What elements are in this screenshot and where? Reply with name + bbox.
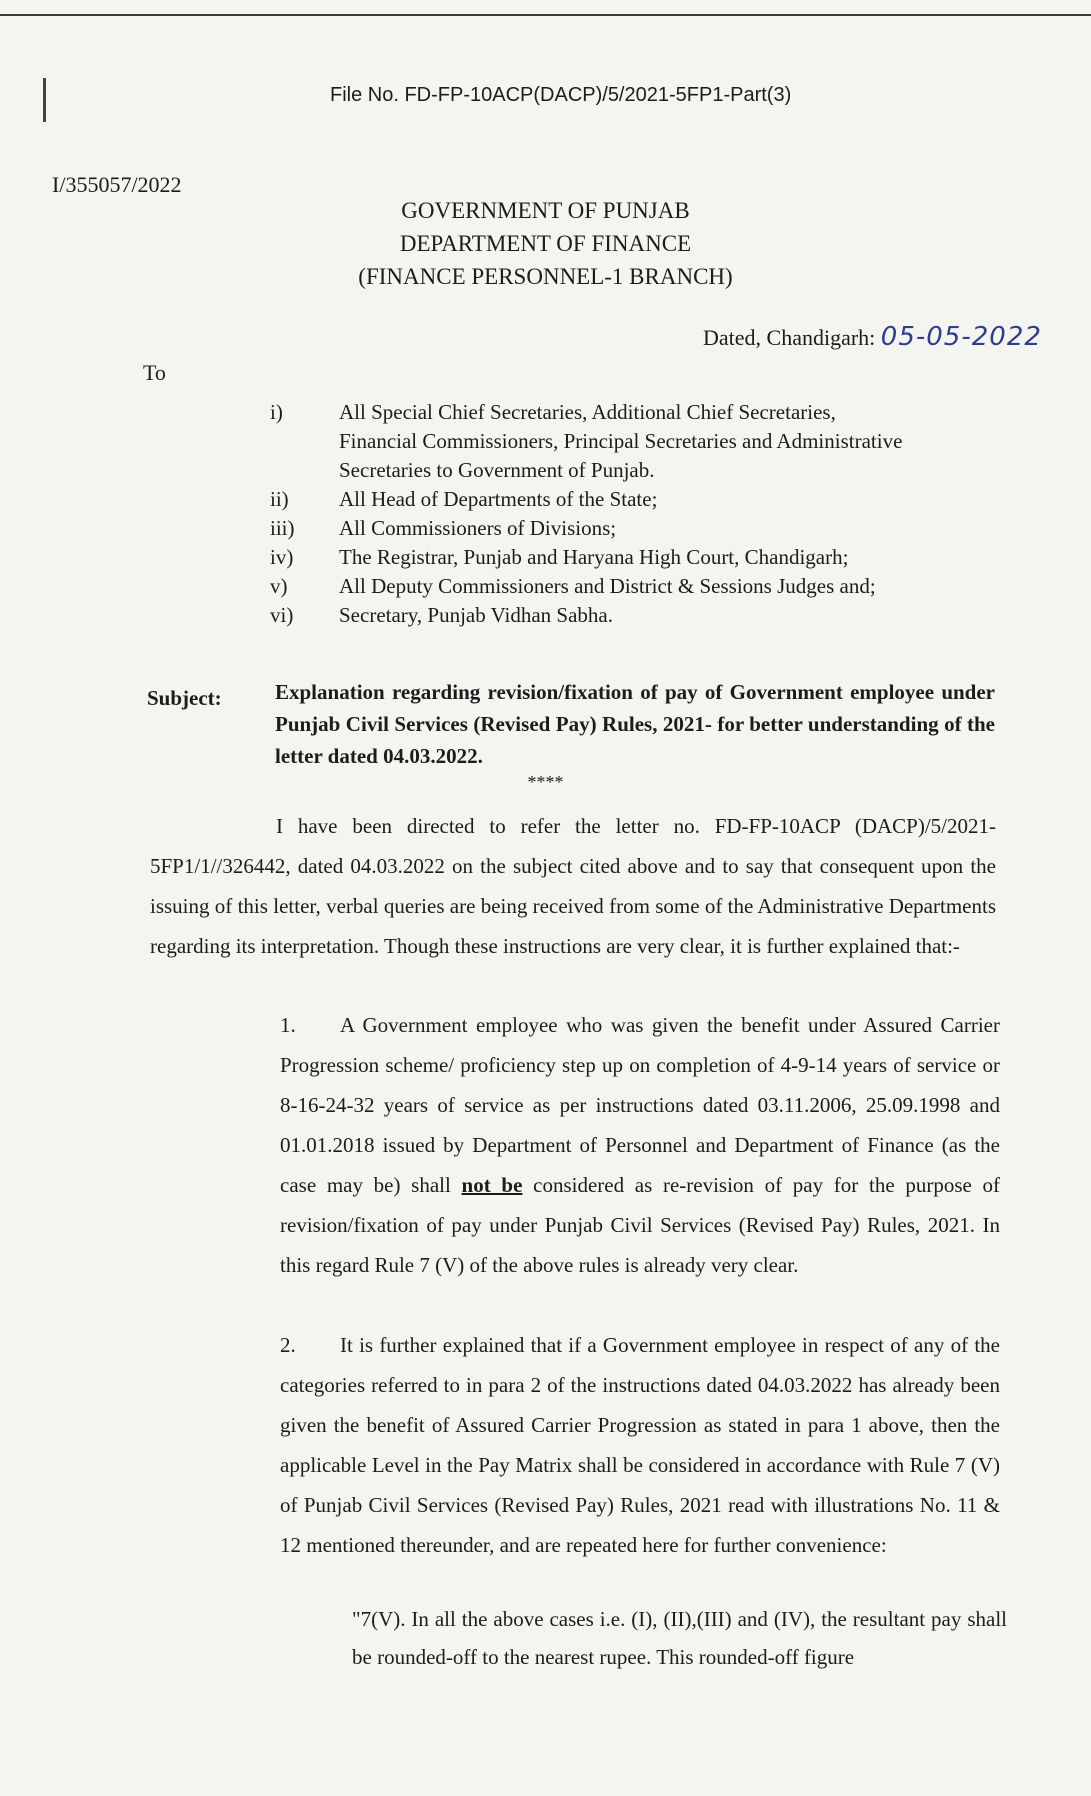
point-2	[280, 1325, 1000, 1565]
addressee-item	[270, 543, 990, 572]
point-1	[280, 1005, 1000, 1285]
to-label: To	[143, 360, 166, 385]
addressee-number: vi)	[270, 603, 294, 627]
addressee-item	[270, 398, 990, 485]
heading-line-2: DEPARTMENT OF FINANCE	[399, 231, 692, 256]
point-1-text-b: considered as re-revision of pay for the purpose of revision/fixation of pay under Punjab Civil Services (Revised Pay) Rules, 2021. In this regard Rule 7 (V) of the above rules is already very clear.	[280, 1173, 1001, 1277]
point-1-text-a: A Government employee who was given the benefit under Assured Carrier Progression scheme/ proficiency step up on completion of 4-9-14 years of service or 8-16-24-32 years of service as per instructions dated 03.11.2006, 25.09.1998 and 01.01.2018 issued by Department of Personnel and Department of Finance (as the case may be) shall	[280, 1013, 1000, 1197]
dated-line	[703, 322, 1042, 352]
intro-text: I have been directed to refer the letter no. FD-FP-10ACP (DACP)/5/2021-5FP1/1//326442, dated 04.03.2022 on the subject cited above and to say that consequent upon the issuing of this letter, verbal queries are being received from some of the Administrative Departments regarding its interpretation. Though these instructions are very clear, it is further explained that:-	[150, 814, 996, 958]
addressee-text: Secretary, Punjab Vidhan Sabha.	[339, 603, 614, 627]
point-2-number: 2.	[280, 1333, 296, 1357]
intro-paragraph	[150, 806, 996, 966]
addressee-list	[270, 398, 990, 630]
dated-handwritten-value: 05-05-2022	[880, 322, 1042, 352]
file-number: File No. FD-FP-10ACP(DACP)/5/2021-5FP1-Part(3)	[330, 84, 792, 106]
reference-number: I/355057/2022	[52, 172, 182, 197]
point-2-text: It is further explained that if a Government employee in respect of any of the categories referred to in para 2 of the instructions dated 04.03.2022 has already been given the benefit of Assured Carrier Progression as stated in para 1 above, then the applicable Level in the Pay Matrix shall be considered in accordance with Rule 7 (V) of Punjab Civil Services (Revised Pay) Rules, 2021 read with illustrations No. 11 & 12 mentioned thereunder, and are repeated here for further convenience:	[280, 1333, 1000, 1557]
heading-line-3: (FINANCE PERSONNEL-1 BRANCH)	[358, 264, 733, 289]
margin-mark	[43, 78, 46, 122]
addressee-text: The Registrar, Punjab and Haryana High Court, Chandigarh;	[339, 545, 849, 569]
addressee-text: All Head of Departments of the State;	[339, 487, 658, 511]
point-1-number: 1.	[280, 1013, 296, 1037]
addressee-number: iv)	[270, 545, 294, 569]
addressee-number: ii)	[270, 487, 289, 511]
addressee-item	[270, 485, 990, 514]
addressee-text: All Deputy Commissioners and District & Sessions Judges and;	[339, 574, 876, 598]
addressee-number: i)	[270, 400, 283, 424]
addressee-item	[270, 601, 990, 630]
subject-label: Subject:	[147, 686, 222, 710]
addressee-number: v)	[270, 574, 288, 598]
dated-label: Dated, Chandigarh:	[703, 325, 876, 350]
addressee-text: All Special Chief Secretaries, Additional Chief Secretaries, Financial Commissioners, Principal Secretaries and Administrative Secretaries to Government of Punjab.	[339, 400, 903, 482]
point-1-emphasis: not be	[461, 1173, 523, 1197]
rule-quote: "7(V). In all the above cases i.e. (I), (II),(III) and (IV), the resultant pay shall be rounded-off to the nearest rupee. This rounded-off figure	[352, 1607, 1007, 1669]
separator-stars: ****	[527, 772, 564, 792]
heading-line-1: GOVERNMENT OF PUNJAB	[401, 198, 690, 223]
subject-text: Explanation regarding revision/fixation of pay of Government employee under Punjab Civil Services (Revised Pay) Rules, 2021- for better understanding of the letter dated 04.03.2022.	[275, 680, 995, 768]
addressee-text: All Commissioners of Divisions;	[339, 516, 617, 540]
addressee-item	[270, 572, 990, 601]
top-border-line	[0, 14, 1091, 16]
addressee-item	[270, 514, 990, 543]
addressee-number: iii)	[270, 516, 295, 540]
